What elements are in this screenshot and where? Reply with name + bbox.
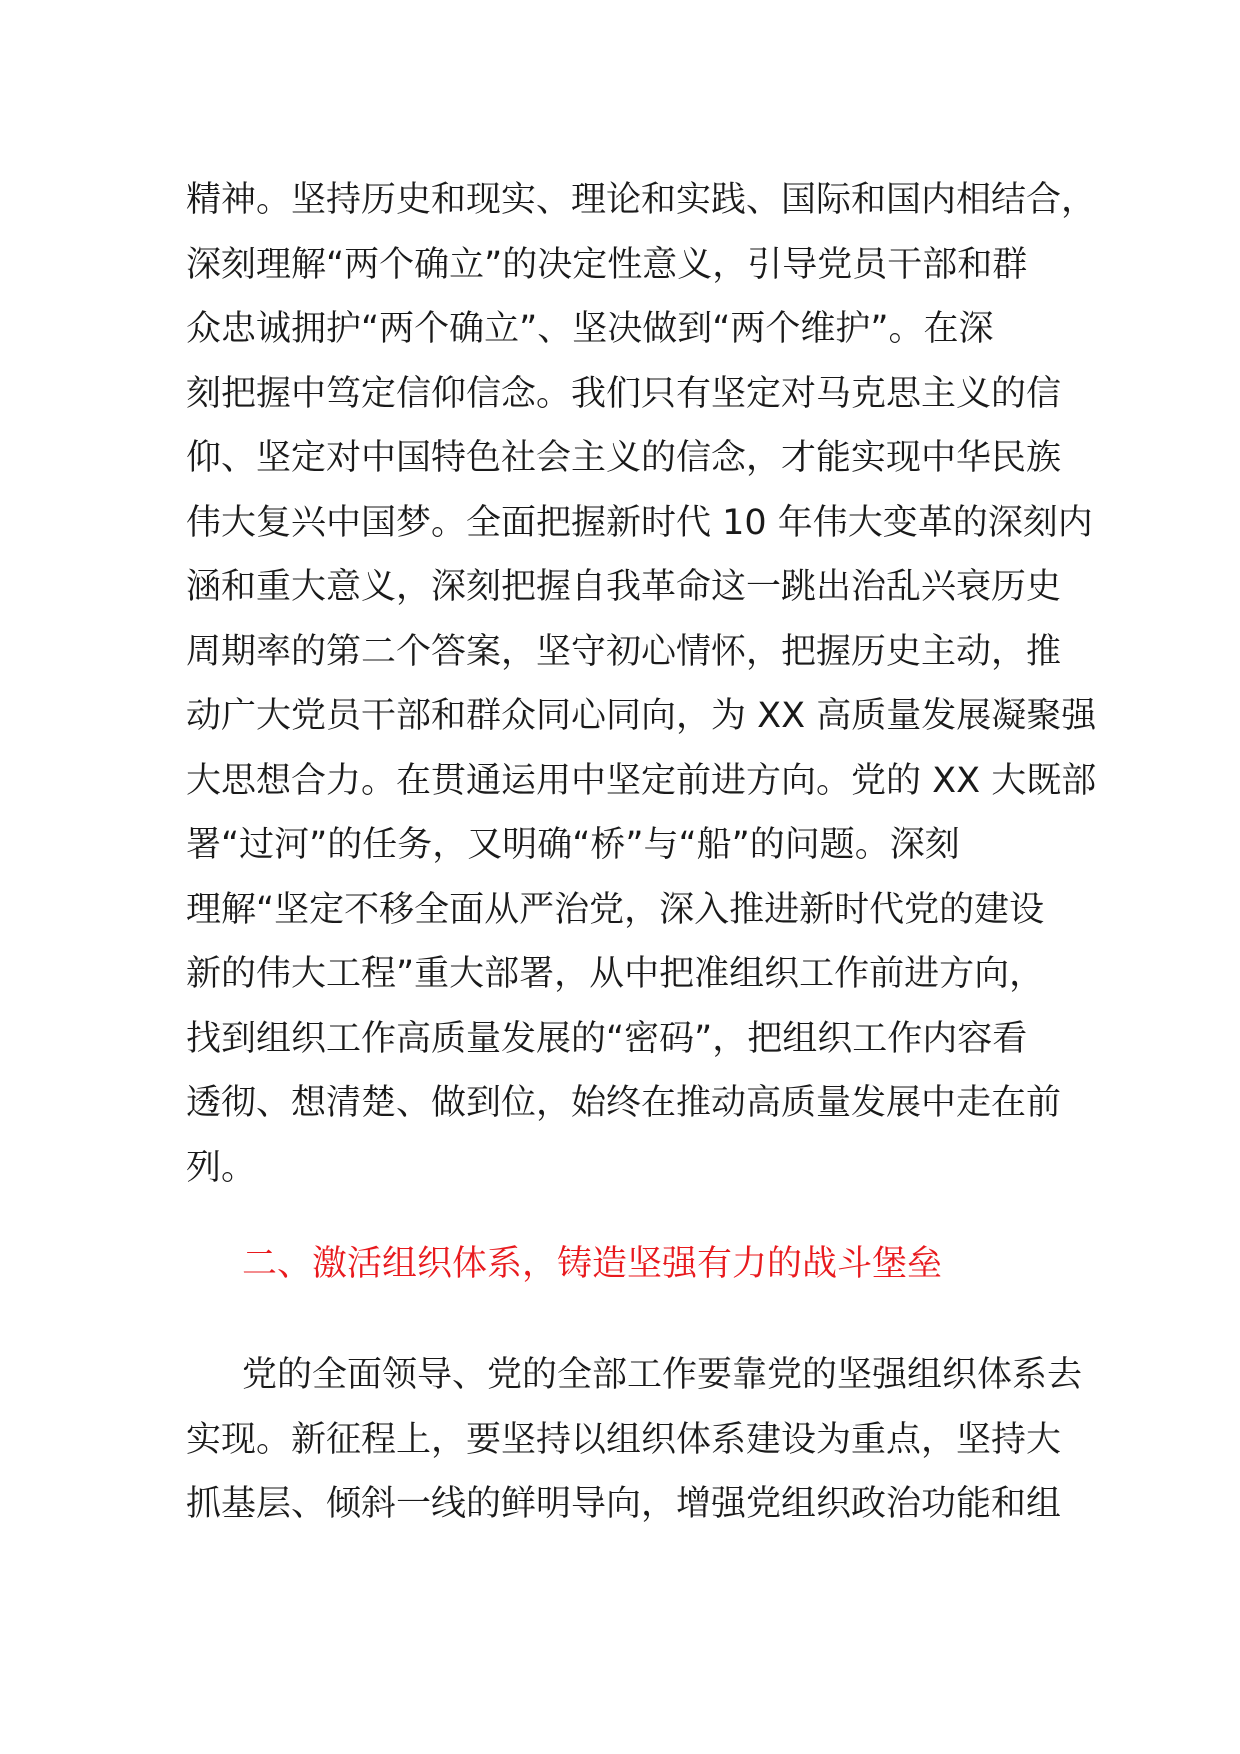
- text-line: 新的伟大工程”重大部署，从中把准组织工作前进方向，: [186, 954, 1045, 994]
- text-line: 涵和重大意义，深刻把握自我革命这一跳出治乱兴衰历史: [186, 567, 1062, 607]
- text-line: 周期率的第二个答案，坚守初心情怀，把握历史主动，推: [186, 631, 1062, 672]
- text-line: 党的全面领导、党的全部工作要靠党的坚强组织体系去: [242, 1355, 1083, 1395]
- text-line: 抓基层、倾斜一线的鲜明导向，增强党组织政治功能和组: [186, 1484, 1062, 1524]
- text-line: 透彻、想清楚、做到位，始终在推动高质量发展中走在前: [186, 1083, 1062, 1123]
- text-line: 动广大党员干部和群众同心同向，为 XX 高质量发展凝聚强: [186, 696, 1097, 736]
- text-line: 刻把握中笃定信仰信念。我们只有坚定对马克思主义的信: [186, 373, 1062, 414]
- section-heading: 二、激活组织体系，铸造坚强有力的战斗堡垒: [242, 1244, 943, 1284]
- text-line: 大思想合力。在贯通运用中坚定前进方向。党的 XX 大既部: [186, 760, 1097, 801]
- text-line: 仰、坚定对中国特色社会主义的信念，才能实现中华民族: [186, 438, 1062, 478]
- text-line: 列。: [186, 1147, 257, 1188]
- text-line: 众忠诚拥护“两个确立”、坚决做到“两个维护”。在深: [186, 309, 994, 349]
- paragraph-1: [186, 168, 1097, 1200]
- paragraph-2: [186, 1343, 1083, 1537]
- text-line: 精神。坚持历史和现实、理论和实践、国际和国内相结合，: [186, 180, 1097, 220]
- text-line: 署“过河”的任务，又明确“桥”与“船”的问题。深刻: [186, 825, 960, 865]
- text-line: 深刻理解“两个确立”的决定性意义，引导党员干部和群: [186, 244, 1028, 285]
- text-line: 伟大复兴中国梦。全面把握新时代 10 年伟大变革的深刻内: [186, 502, 1093, 543]
- text-line: 理解“坚定不移全面从严治党，深入推进新时代党的建设: [186, 889, 1045, 930]
- text-line: 找到组织工作高质量发展的“密码”，把组织工作内容看: [186, 1018, 1028, 1059]
- text-line: 实现。新征程上，要坚持以组织体系建设为重点，坚持大: [186, 1419, 1062, 1460]
